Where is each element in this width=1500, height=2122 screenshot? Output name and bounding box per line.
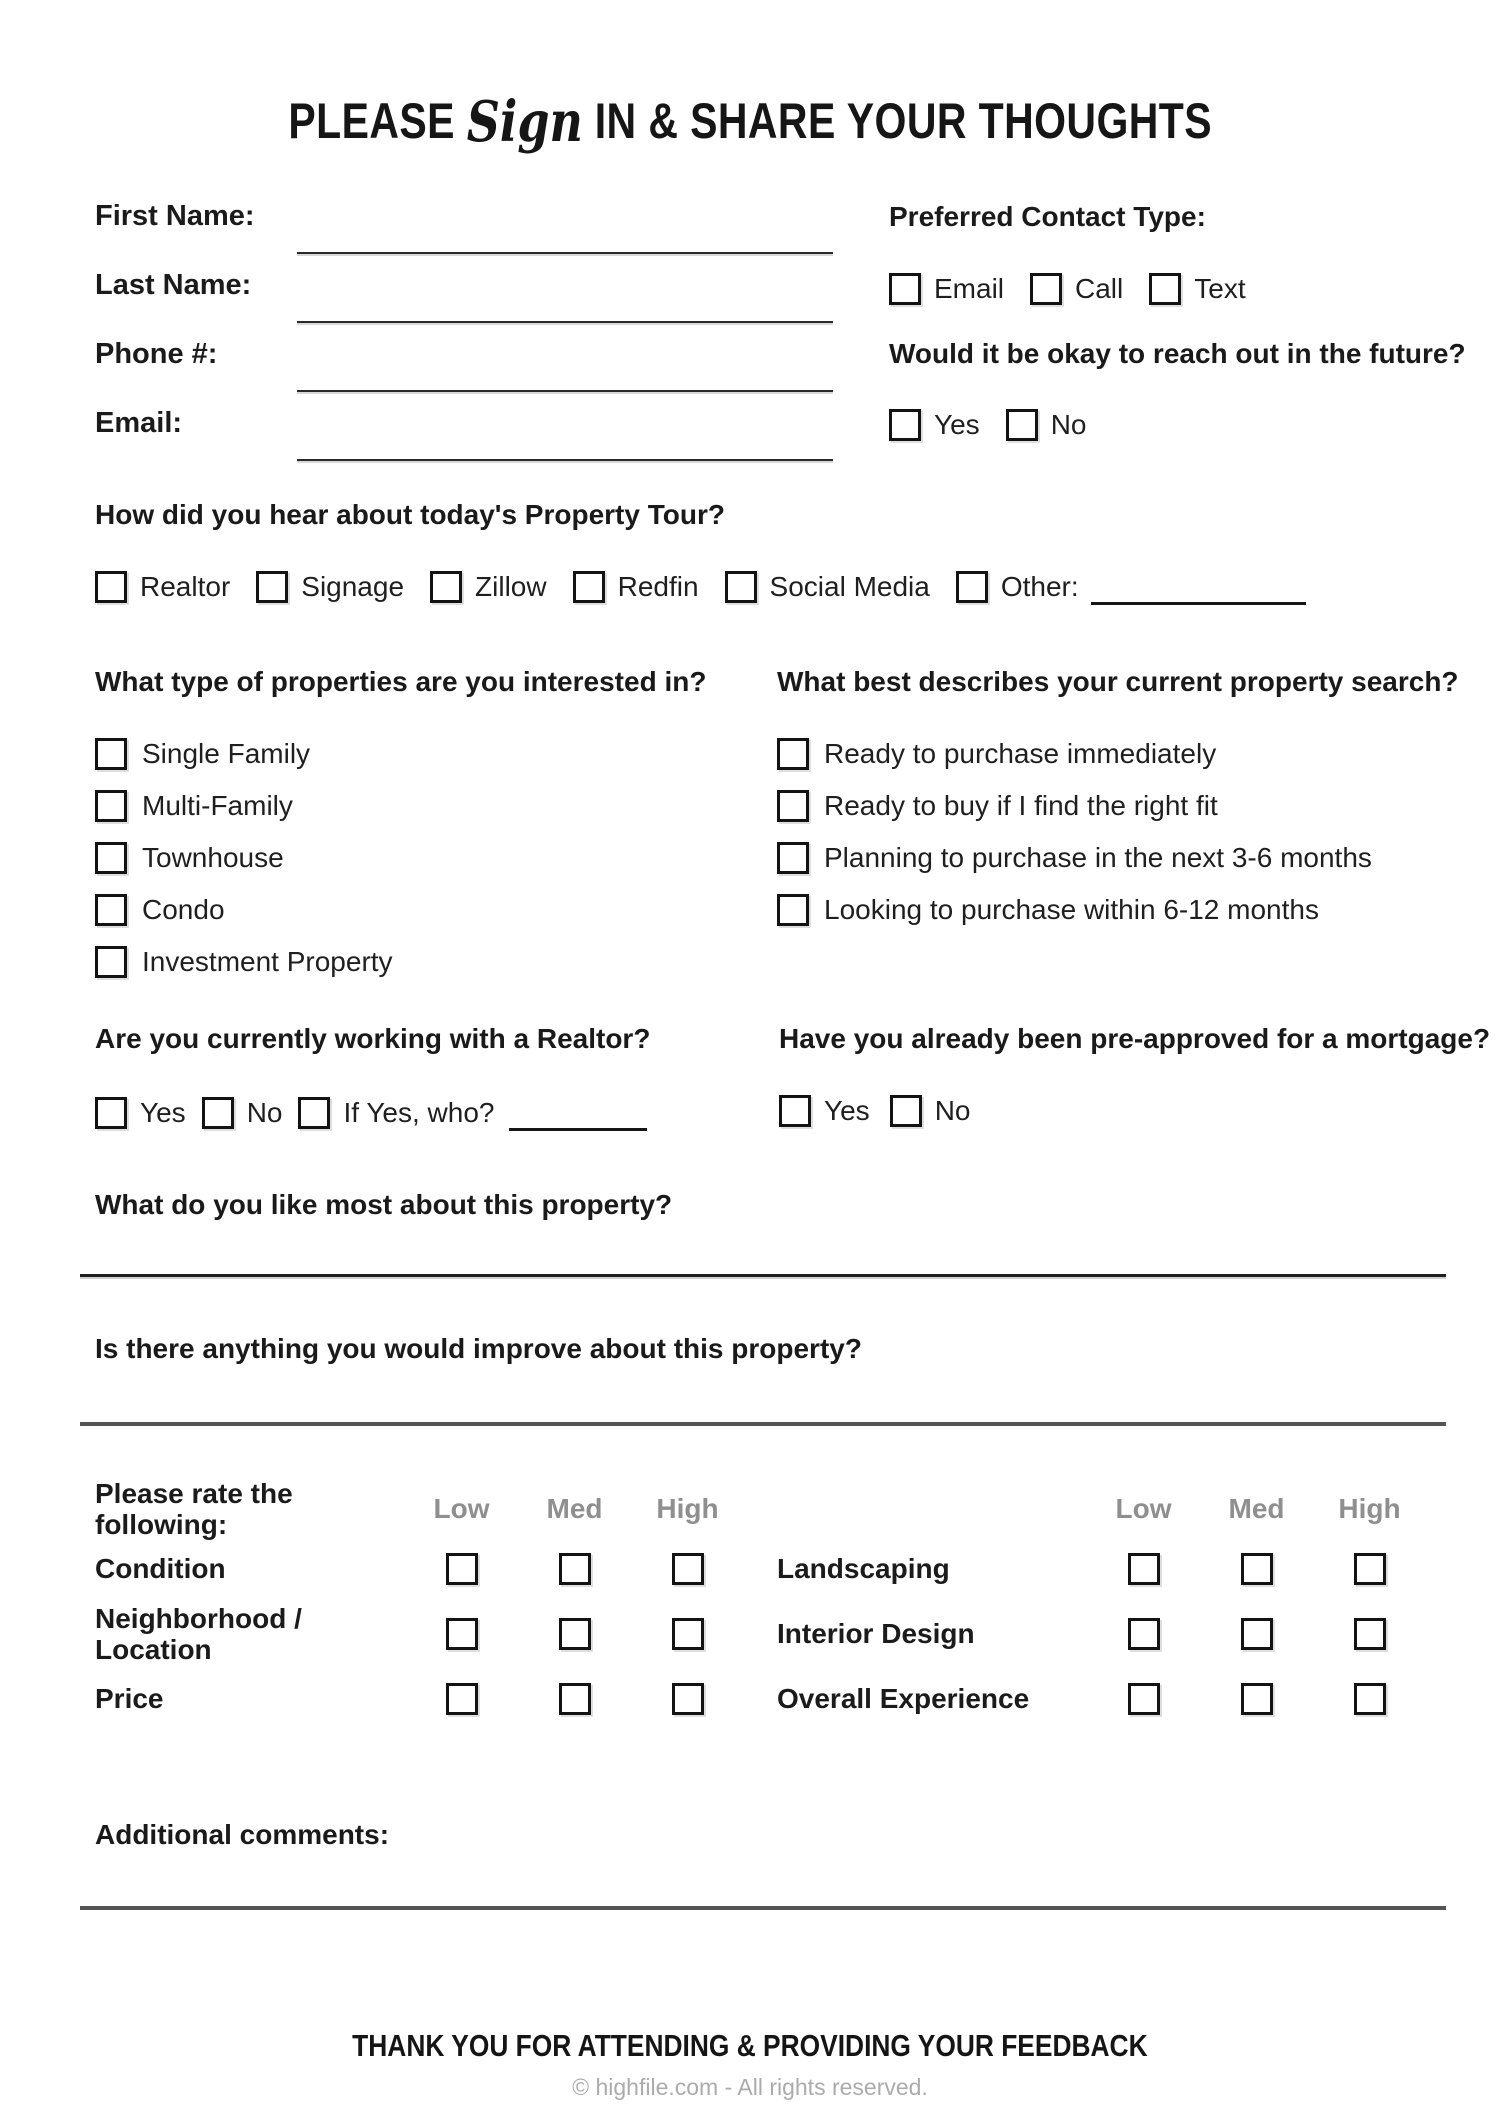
- rating-neighborhood-med[interactable]: [559, 1618, 591, 1650]
- checkbox-condo[interactable]: [95, 894, 127, 926]
- checkbox-future-yes[interactable]: [889, 409, 921, 441]
- column-header-high-2: High: [1338, 1492, 1401, 1524]
- checkbox-signage[interactable]: [256, 571, 288, 603]
- option-realtor-source: Realtor: [95, 570, 230, 603]
- option-social-media: Social Media: [725, 570, 930, 603]
- rating-condition-med[interactable]: [559, 1553, 591, 1585]
- future-outreach-heading: Would it be okay to reach out in the future?: [889, 338, 1466, 369]
- additional-comments-line[interactable]: [80, 1906, 1446, 1910]
- column-header-med-2: Med: [1228, 1492, 1285, 1524]
- option-condo: Condo: [95, 893, 706, 926]
- realtor-section: [95, 1022, 650, 1131]
- rating-price-high[interactable]: [672, 1683, 704, 1715]
- option-right-fit: Ready to buy if I find the right fit: [777, 789, 1459, 822]
- rating-row-condition: Condition: [95, 1552, 755, 1585]
- phone-input-line[interactable]: [297, 390, 833, 392]
- checkbox-other[interactable]: [956, 571, 988, 603]
- last-name-label: Last Name:: [95, 269, 252, 301]
- rating-condition-low[interactable]: [446, 1553, 478, 1585]
- field-row-phone: [95, 338, 833, 407]
- checkbox-call[interactable]: [1030, 273, 1062, 305]
- phone-label: Phone #:: [95, 338, 218, 370]
- last-name-input-line[interactable]: [297, 321, 833, 323]
- rating-interior-design-low[interactable]: [1128, 1618, 1160, 1650]
- checkbox-zillow[interactable]: [430, 571, 462, 603]
- rating-overall-experience-low[interactable]: [1128, 1683, 1160, 1715]
- preferred-contact-options: [889, 272, 1272, 305]
- checkbox-investment-property[interactable]: [95, 946, 127, 978]
- option-realtor-if-yes: If Yes, who?: [298, 1096, 494, 1129]
- checkbox-6-12-months[interactable]: [777, 894, 809, 926]
- option-investment-property: Investment Property: [95, 945, 706, 978]
- rating-landscaping-med[interactable]: [1241, 1553, 1273, 1585]
- ratings-table-left: [95, 1477, 755, 1747]
- like-most-heading: What do you like most about this property?: [95, 1189, 673, 1220]
- column-header-med: Med: [546, 1492, 603, 1524]
- rating-row-neighborhood: Neighborhood / Location: [95, 1617, 755, 1650]
- field-row-email: [95, 407, 833, 476]
- option-single-family: Single Family: [95, 737, 706, 770]
- realtor-heading: Are you currently working with a Realtor?: [95, 1023, 651, 1054]
- column-header-low: Low: [433, 1492, 490, 1524]
- contact-fields: [95, 200, 833, 476]
- option-preapproved-no: No: [890, 1094, 971, 1127]
- hear-about-options: [95, 568, 1306, 605]
- rating-landscaping-high[interactable]: [1354, 1553, 1386, 1585]
- page-title: [0, 86, 1500, 155]
- rating-neighborhood-high[interactable]: [672, 1618, 704, 1650]
- field-row-first-name: [95, 200, 833, 269]
- rating-condition-high[interactable]: [672, 1553, 704, 1585]
- option-3-6-months: Planning to purchase in the next 3-6 months: [777, 841, 1459, 874]
- field-row-last-name: [95, 269, 833, 338]
- rating-row-interior-design: Interior Design: [777, 1617, 1457, 1650]
- title-pre: PLEASE: [288, 93, 455, 149]
- option-text: Text: [1149, 272, 1245, 305]
- checkbox-ready-immediately[interactable]: [777, 738, 809, 770]
- footer-copyright: © highfile.com - All rights reserved.: [572, 2074, 928, 2100]
- rating-row-landscaping: Landscaping: [777, 1552, 1457, 1585]
- option-call: Call: [1030, 272, 1123, 305]
- preapproved-heading: Have you already been pre-approved for a mortgage?: [779, 1023, 1491, 1054]
- checkbox-right-fit[interactable]: [777, 790, 809, 822]
- rating-interior-design-high[interactable]: [1354, 1618, 1386, 1650]
- option-future-no: No: [1006, 408, 1087, 441]
- checkbox-text[interactable]: [1149, 273, 1181, 305]
- option-redfin: Redfin: [573, 570, 699, 603]
- future-outreach-options: [889, 408, 1112, 441]
- rating-row-price: Price: [95, 1682, 755, 1715]
- ratings-header-left: [95, 1477, 755, 1540]
- email-input-line[interactable]: [297, 459, 833, 461]
- rating-neighborhood-low[interactable]: [446, 1618, 478, 1650]
- option-email: Email: [889, 272, 1004, 305]
- rating-interior-design-med[interactable]: [1241, 1618, 1273, 1650]
- title-post: IN & SHARE YOUR THOUGHTS: [594, 93, 1212, 149]
- option-multi-family: Multi-Family: [95, 789, 706, 822]
- ratings-header-right: [777, 1492, 1457, 1525]
- rating-price-low[interactable]: [446, 1683, 478, 1715]
- option-ready-immediately: Ready to purchase immediately: [777, 737, 1459, 770]
- first-name-label: First Name:: [95, 200, 255, 232]
- preferred-contact-heading: Preferred Contact Type:: [889, 201, 1206, 232]
- option-signage: Signage: [256, 570, 404, 603]
- rating-price-med[interactable]: [559, 1683, 591, 1715]
- checkbox-email[interactable]: [889, 273, 921, 305]
- search-status-heading: What best describes your current property search?: [777, 666, 1459, 697]
- checkbox-single-family[interactable]: [95, 738, 127, 770]
- checkbox-townhouse[interactable]: [95, 842, 127, 874]
- option-6-12-months: Looking to purchase within 6-12 months: [777, 893, 1459, 926]
- rating-row-overall-experience: Overall Experience: [777, 1682, 1457, 1715]
- checkbox-3-6-months[interactable]: [777, 842, 809, 874]
- checkbox-future-no[interactable]: [1006, 409, 1038, 441]
- checkbox-realtor-source[interactable]: [95, 571, 127, 603]
- checkbox-social-media[interactable]: [725, 571, 757, 603]
- option-other: Other:: [956, 570, 1079, 603]
- checkbox-realtor-if-yes[interactable]: [298, 1097, 330, 1129]
- rating-overall-experience-med[interactable]: [1241, 1683, 1273, 1715]
- hear-about-heading: How did you hear about today's Property Tour?: [95, 499, 725, 530]
- checkbox-redfin[interactable]: [573, 571, 605, 603]
- option-zillow: Zillow: [430, 570, 547, 603]
- rating-overall-experience-high[interactable]: [1354, 1683, 1386, 1715]
- option-townhouse: Townhouse: [95, 841, 706, 874]
- property-types-heading: What type of properties are you interested in?: [95, 666, 707, 697]
- improve-heading: Is there anything you would improve about this property?: [95, 1333, 862, 1364]
- checkbox-preapproved-no[interactable]: [890, 1095, 922, 1127]
- thank-you-message: THANK YOU FOR ATTENDING & PROVIDING YOUR FEEDBACK: [352, 2028, 1148, 2063]
- checkbox-realtor-no[interactable]: [202, 1097, 234, 1129]
- preapproved-section: [779, 1022, 1490, 1127]
- checkbox-realtor-yes[interactable]: [95, 1097, 127, 1129]
- improve-answer-line[interactable]: [80, 1422, 1446, 1426]
- option-preapproved-yes: Yes: [779, 1094, 870, 1127]
- option-realtor-yes: Yes: [95, 1096, 186, 1129]
- ratings-table-right: [777, 1492, 1457, 1747]
- checkbox-multi-family[interactable]: [95, 790, 127, 822]
- realtor-name-write-line[interactable]: [509, 1112, 647, 1131]
- search-status-section: [777, 665, 1459, 945]
- rating-landscaping-low[interactable]: [1128, 1553, 1160, 1585]
- option-future-yes: Yes: [889, 408, 980, 441]
- ratings-heading: Please rate the following:: [95, 1477, 293, 1540]
- other-write-line[interactable]: [1091, 586, 1306, 605]
- property-types-section: [95, 665, 706, 997]
- first-name-input-line[interactable]: [297, 252, 833, 254]
- option-realtor-no: No: [202, 1096, 283, 1129]
- like-most-answer-line[interactable]: [80, 1274, 1446, 1277]
- checkbox-preapproved-yes[interactable]: [779, 1095, 811, 1127]
- email-label: Email:: [95, 407, 183, 439]
- column-header-low-2: Low: [1115, 1492, 1172, 1524]
- column-header-high: High: [656, 1492, 719, 1524]
- title-script-word: Sign: [466, 89, 583, 155]
- additional-comments-heading: Additional comments:: [95, 1819, 390, 1850]
